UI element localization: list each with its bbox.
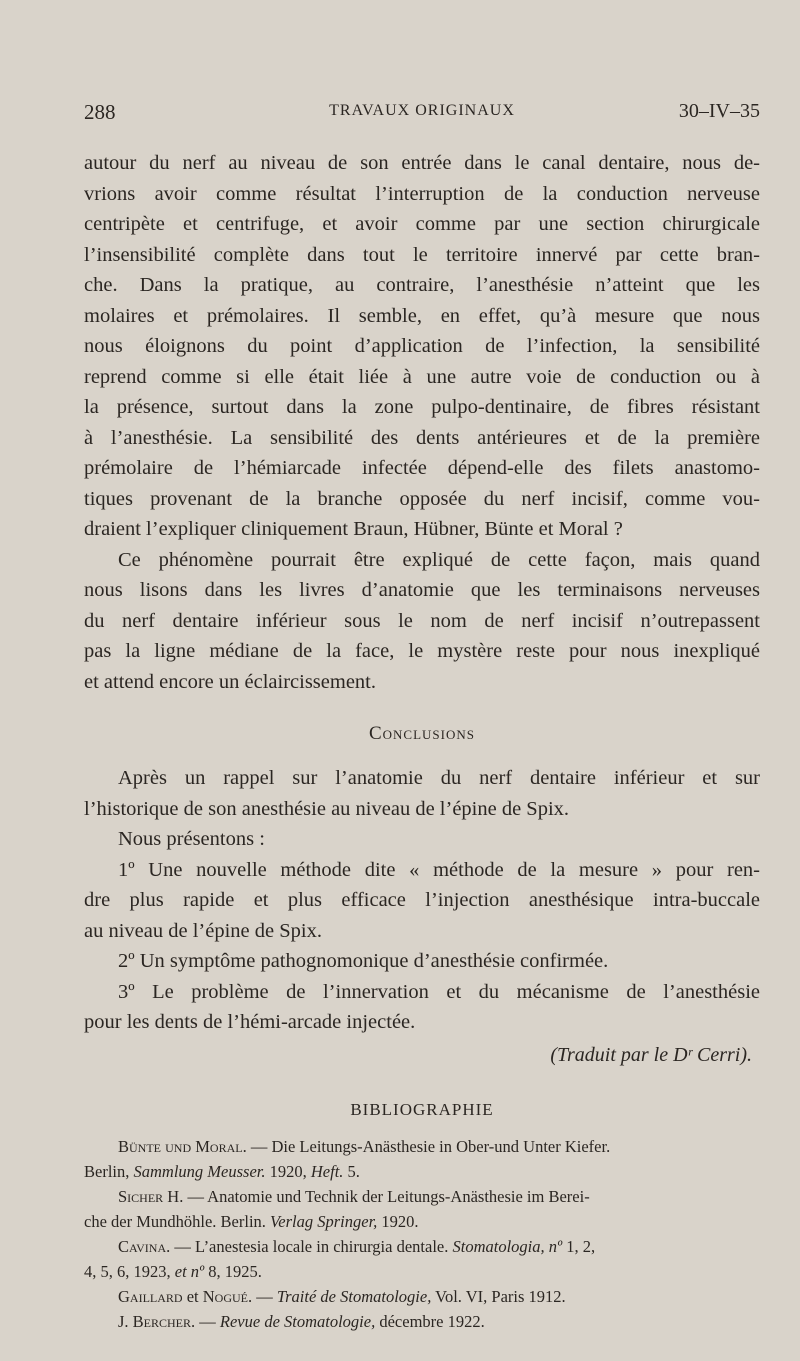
bibliography-entry bbox=[84, 1284, 760, 1309]
ref-publisher: Verlag Springer, bbox=[270, 1211, 378, 1231]
ref-text: décembre 1922. bbox=[375, 1311, 485, 1331]
ref-text: 1920, bbox=[265, 1161, 311, 1181]
section-title: TRAVAUX ORIGINAUX bbox=[329, 102, 515, 119]
ref-text-italic: et nº bbox=[174, 1261, 205, 1281]
ref-text: 1920. bbox=[377, 1211, 419, 1231]
ref-journal: Revue de Stomatologie, bbox=[219, 1311, 376, 1331]
ref-text: che der Mundhöhle. Berlin. bbox=[84, 1211, 271, 1231]
ref-publisher: Sammlung Meusser. bbox=[133, 1161, 266, 1181]
text-line: 2º Un symptôme pathognomonique d’anesthésie confirmée. bbox=[118, 950, 609, 972]
text-line: à l’anesthésie. La sensibilité des dents antérieures et de la première bbox=[84, 426, 760, 449]
paragraph-continued bbox=[84, 148, 760, 545]
conclusions-heading: Conclusions bbox=[368, 723, 475, 744]
text-line: 3º Le problème de l’innervation et du mécanisme de l’anesthésie bbox=[118, 980, 760, 1003]
ref-author: Cavina. bbox=[118, 1236, 171, 1256]
text-line: dre plus rapide et plus efficace l’injection anesthésique intra-buccale bbox=[84, 889, 760, 911]
ref-text: 1, 2, bbox=[562, 1236, 596, 1256]
text-line: pas la ligne médiane de la face, le mystère reste pour nous inexpliqué bbox=[84, 640, 760, 662]
ref-text-italic: Heft. bbox=[310, 1161, 344, 1181]
conclusions-intro bbox=[84, 763, 760, 824]
ref-journal: Traité de Stomatologie, bbox=[276, 1286, 432, 1306]
bibliography-entry bbox=[84, 1234, 760, 1284]
text-line: du nerf dentaire inférieur sous le nom de nerf incisif n’outrepassent bbox=[84, 609, 760, 632]
text-line: reprend comme si elle était liée à une autre voie de conduction ou à bbox=[84, 365, 760, 388]
conclusion-item-1 bbox=[84, 855, 760, 947]
translator-note: (Traduit par le Dʳ Cerri). bbox=[550, 1043, 752, 1066]
conclusion-item-2 bbox=[84, 946, 760, 977]
bibliography-heading: BIBLIOGRAPHIE bbox=[350, 1099, 494, 1119]
ref-text: 5. bbox=[343, 1161, 360, 1181]
ref-text: — L’anestesia locale in chirurgia dentale. bbox=[170, 1236, 453, 1256]
paragraph-phenomene bbox=[84, 545, 760, 698]
conclusion-item-3 bbox=[84, 977, 760, 1038]
ref-text: 8, 1925. bbox=[204, 1261, 262, 1281]
ref-author: Sicher H. bbox=[118, 1186, 184, 1206]
ref-author: Bünte und Moral. bbox=[118, 1136, 247, 1156]
text-line: 1º Une nouvelle méthode dite « méthode de la mesure » pour ren- bbox=[118, 858, 760, 881]
text-line: autour du nerf au niveau de son entrée dans le canal dentaire, nous de- bbox=[84, 152, 760, 174]
text-line: tiques provenant de la branche opposée du nerf incisif, comme vou- bbox=[84, 487, 760, 510]
text-line: nous éloignons du point d’application de l’infection, la sensibilité bbox=[84, 335, 760, 357]
text-line: Après un rappel sur l’anatomie du nerf dentaire inférieur et sur bbox=[118, 767, 760, 789]
ref-text: J. bbox=[118, 1311, 133, 1331]
ref-author: Gaillard bbox=[118, 1286, 183, 1306]
ref-text: — bbox=[195, 1311, 220, 1331]
text-line: vrions avoir comme résultat l’interruption de la conduction nerveuse bbox=[84, 182, 760, 205]
issue-date: 30–IV–35 bbox=[678, 100, 760, 122]
bibliography-entry bbox=[84, 1134, 760, 1184]
text-line: centripète et centrifuge, et avoir comme par une section chirurgicale bbox=[84, 213, 760, 235]
ref-text: Vol. VI, Paris 1912. bbox=[431, 1286, 566, 1306]
ref-text: et bbox=[182, 1286, 203, 1306]
text-line: pour les dents de l’hémi-arcade injectée. bbox=[84, 1011, 416, 1033]
ref-text: Berlin, bbox=[84, 1161, 134, 1181]
page-number: 288 bbox=[84, 100, 116, 124]
bibliography-entry bbox=[84, 1184, 760, 1234]
text-line: et attend encore un éclaircissement. bbox=[84, 670, 376, 693]
text-line: che. Dans la pratique, au contraire, l’anesthésie n’atteint que les bbox=[84, 274, 760, 296]
ref-text: — bbox=[252, 1286, 277, 1306]
ref-author: Nogué. bbox=[202, 1286, 253, 1306]
ref-text: — Die Leitungs-Anästhesie in Ober-und Unter Kiefer. bbox=[246, 1136, 611, 1156]
text-line: Nous présentons : bbox=[118, 828, 265, 850]
text-line: molaires et prémolaires. Il semble, en effet, qu’à mesure que nous bbox=[84, 304, 760, 327]
text-line: l’insensibilité complète dans tout le territoire innervé par cette bran- bbox=[84, 243, 760, 266]
text-line: nous lisons dans les livres d’anatomie que les terminaisons nerveuses bbox=[84, 579, 760, 601]
running-header bbox=[84, 100, 760, 130]
conclusions-lead bbox=[84, 824, 760, 855]
text-line: prémolaire de l’hémiarcade infectée dépend-elle des filets anastomo- bbox=[84, 457, 760, 479]
ref-text: 4, 5, 6, 1923, bbox=[84, 1261, 175, 1281]
ref-author: Bercher. bbox=[132, 1311, 196, 1331]
bibliography-entry bbox=[84, 1309, 760, 1334]
text-line: l’historique de son anesthésie au niveau de l’épine de Spix. bbox=[84, 797, 570, 820]
article-body bbox=[84, 148, 760, 1334]
text-line: la présence, surtout dans la zone pulpo-dentinaire, de fibres résistant bbox=[84, 396, 760, 418]
text-line: Ce phénomène pourrait être expliqué de cette façon, mais quand bbox=[118, 548, 760, 571]
text-line: draient l’expliquer cliniquement Braun, Hübner, Bünte et Moral ? bbox=[84, 518, 623, 540]
ref-journal: Stomatologia, nº bbox=[452, 1236, 563, 1256]
text-line: au niveau de l’épine de Spix. bbox=[84, 919, 322, 942]
ref-text: — Anatomie und Technik der Leitungs-Anästhesie im Berei- bbox=[183, 1186, 590, 1206]
